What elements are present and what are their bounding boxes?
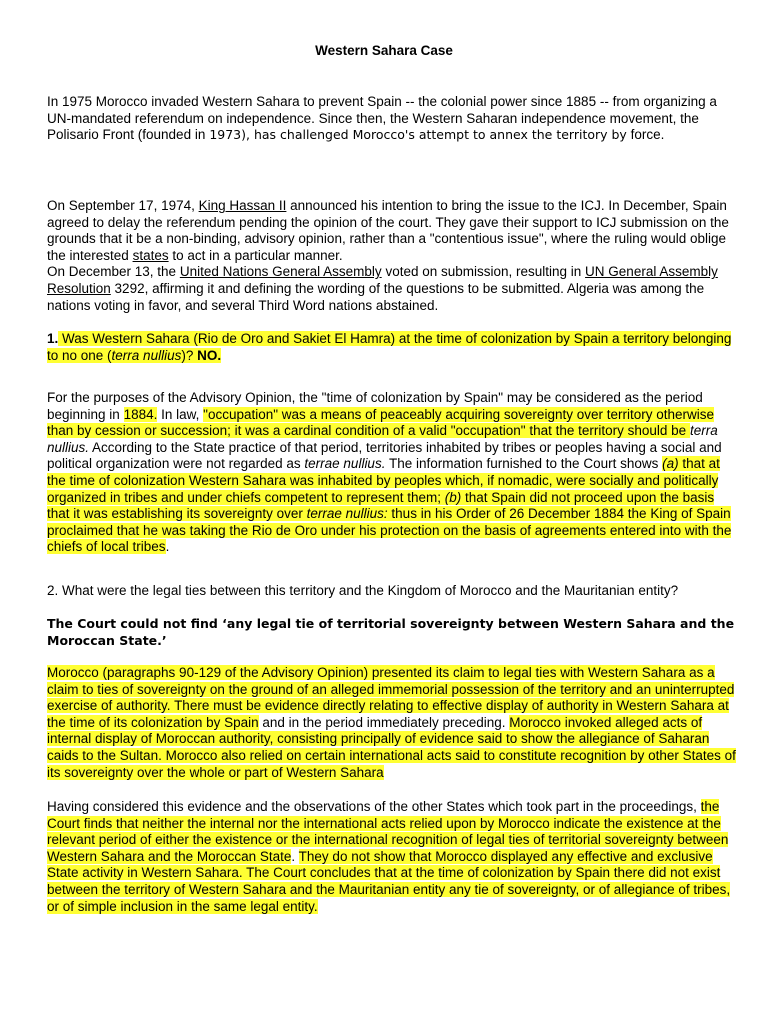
answer-1-label-a: (a) [662,456,679,472]
answer-1-term-3: terrae nullius: [306,506,388,522]
unga-text-2: voted on submission, resulting in [381,264,586,280]
answer-1-end: . [165,539,170,555]
answer-1-paragraph [47,390,737,556]
question-1-term: terra nullius [111,347,182,363]
icj-text-3: to act in a particular manner. [168,247,343,263]
unga-link[interactable]: United Nations General Assembly [179,264,382,280]
answer-1-text-2: In law, [157,406,204,422]
answer-1-term: terra nullius. [47,423,718,455]
morocco-claim-highlight-2: Morocco invoked alleged acts of internal display of Moroccan authority, consisting principally of evidence said to show the allegiance of Saharan caids to the Sultan. Morocco also relied on certain international acts said to constitute recognition by other States of its sovereignty over the whole or part of Western Sahara [47,714,736,780]
intro-paragraph [47,94,737,144]
question-2: 2. What were the legal ties between this territory and the Kingdom of Morocco and the Mauritanian entity? [47,583,679,598]
answer-1-label-b: (b) [444,489,462,505]
icj-paragraph [47,198,737,314]
question-2-answer-heading: The Court could not find ‘any legal tie of territorial sovereignty between Western Sahara and the Moroccan State.’ [47,616,735,648]
document-title: Western Sahara Case [315,43,453,58]
morocco-claim-text: and in the period immediately preceding. [258,714,510,730]
unga-text-3: 3292, affirming it and defining the wording of the questions to be submitted. Algeria was among the nations voting in favor, and several Third Word nations abstained. [47,280,705,313]
question-1-answer: NO. [197,347,222,363]
answer-1-text-7: thus in his Order of 26 December 1884 the King of Spain proclaimed that he was taking the Rio de Oro under his protection on the basis of agreements entered into with the chiefs of local tribes [47,506,732,555]
intro-text-continued: 1973), has challenged Morocco's attempt to annex the territory by [205,127,627,143]
question-1 [47,331,737,364]
answer-1-text-4: The information furnished to the Court shows [385,456,663,472]
answer-1-text-6: that Spain did not proceed upon the basis that it was establishing its sovereignty over [47,489,715,522]
question-1-text: Was Western Sahara (Rio de Oro and Sakiet El Hamra) at the time of colonization by Spain a territory belonging to no one ( [47,331,732,363]
resolution-link[interactable]: UN General Assembly Resolution [47,264,718,296]
unga-text: On December 13, the [47,264,180,280]
answer-1-text-3: According to the State practice of that period, territories inhabited by tribes or peoples having a social and political organization were not regarded as [47,439,722,472]
court-finding-highlight-2: They do not show that Morocco displayed any effective and exclusive State activity in Western Sahara. The Court concludes that at the time of colonization by Spain there did not exist between the territory of Western Sahara and the Mauritanian entity any tie of sovereignty, or of allegiance of tribes, or of simple inclusion in the same legal entity. [47,848,731,914]
court-finding-text: Having considered this evidence and the observations of the other States which took part in the proceedings, [47,799,701,814]
answer-1-text-5: that at the time of colonization Western Sahara was inhabited by peoples which, if nomadic, were socially and politically organized in tribes and under chiefs competent to represent them; [47,456,720,505]
states-link[interactable]: states [132,247,169,263]
answer-1-text: For the purposes of the Advisory Opinion, the "time of colonization by Spain" may be considered as the period beginning in [47,390,703,422]
morocco-claim-paragraph [47,665,737,781]
icj-text-2: announced his intention to bring the issue to the ICJ. In December, Spain agreed to delay the referendum pending the opinion of the court. They gave their support to ICJ submission on the grounds that it be a non-binding, advisory opinion, rather than a "contentious issue", where the ruling would oblige the interested [47,198,729,263]
court-finding-highlight: the Court finds that neither the internal nor the international acts relied upon by Morocco indicate the existence at the relevant period of either the existence or the international recognition of legal ties of territorial sovereignty between Western Sahara and the Moroccan State [47,799,729,864]
question-1-text-2: )? [181,347,198,363]
icj-text: On September 17, 1974, [47,198,199,213]
king-hassan-link[interactable]: King Hassan II [198,198,287,213]
morocco-claim-highlight: Morocco (paragraphs 90-129 of the Advisory Opinion) presented its claim to legal ties with Western Sahara as a claim to ties of sovereignty on the ground of an alleged immemorial possession of the territory and an uninterrupted exercise of authority. There must be evidence directly relating to effective display of authority in Western Sahara at the time of its colonization by Spain [47,665,735,730]
answer-1-highlight: "occupation" was a means of peaceably acquiring sovereignty over territory otherwise than by cession or succession; it was a cardinal condition of a valid "occupation" that the territory should be [47,406,715,439]
court-finding-paragraph [47,799,737,915]
intro-text: In 1975 Morocco invaded Western Sahara to prevent Spain -- the colonial power since 1885 -- from organizing a UN-mandated referendum on independence. Since then, the Western Saharan independence movement, the Polisario Front (founded in [47,94,717,143]
answer-1-term-2: terrae nullius. [304,456,386,472]
answer-1-year: 1884. [123,406,158,422]
intro-text-end: force. [626,127,665,143]
question-1-number: 1. [47,331,59,346]
court-finding-punct: . [291,848,299,864]
